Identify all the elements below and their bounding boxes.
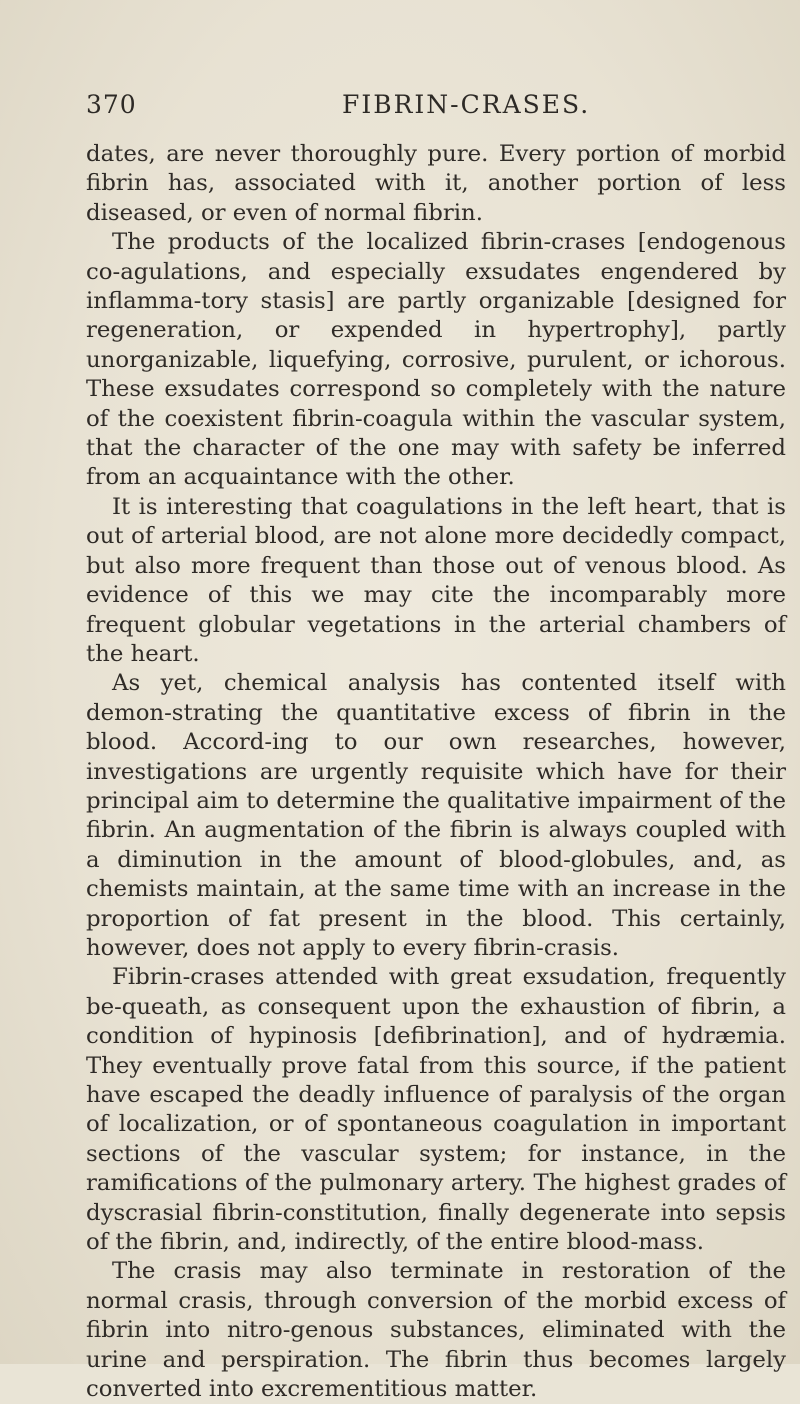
paragraph-6: The crasis may also terminate in restoration of the normal crasis, through conversion of the morbid excess of fibrin into nitro-genous substances, eliminated with the urine and perspiration. The fibrin thus becomes largely converted into excrementitious matter. bbox=[86, 1258, 786, 1403]
paragraph-2: The products of the localized fibrin-crases [endogenous co-agulations, and especially exsudates engendered by inflamma-tory stasis] are partly organizable [designed for regeneration, or expended in hypertrophy], partly unorganizable, liquefying, corrosive, purulent, or ichorous. These exsudates correspond so completely with the nature of the coexistent fibrin-coagula within the vascular system, that the character of the one may with safety be inferred from an acquaintance with the other. bbox=[86, 229, 786, 491]
paragraph-5: Fibrin-crases attended with great exsudation, frequently be-queath, as consequent upon the exhaustion of fibrin, a condition of hypinosis [defibrination], and of hydræmia. They eventually prove fatal from this source, if the patient have escaped the deadly influence of paralysis of the organ of localization, or of spontaneous coagulation in important sections of the vascular system; for instance, in the ramifications of the pulmonary artery. The highest grades of dyscrasial fibrin-constitution, finally degenerate into sepsis of the fibrin, and, indirectly, of the entire blood-mass. bbox=[86, 964, 786, 1256]
running-head: FIBRIN-CRASES. bbox=[342, 90, 591, 119]
body-text bbox=[86, 140, 786, 1404]
paragraph-1: dates, are never thoroughly pure. Every portion of morbid fibrin has, associated with it, another portion of less diseased, or even of normal fibrin. bbox=[86, 141, 786, 226]
page-header bbox=[86, 90, 786, 126]
paragraph-3: It is interesting that coagulations in the left heart, that is out of arterial blood, are not alone more decidedly compact, but also more frequent than those out of venous blood. As evidence of this we may cite the incomparably more frequent globular vegetations in the arterial chambers of the heart. bbox=[86, 493, 786, 667]
page-number: 370 bbox=[86, 90, 137, 119]
paragraph-4: As yet, chemical analysis has contented itself with demon-strating the quantitative excess of fibrin in the blood. Accord-ing to our own researches, however, investigations are urgently requisite which have for their principal aim to determine the qualitative impairment of the fibrin. An augmentation of the fibrin is always coupled with a diminution in the amount of blood-globules, and, as chemists maintain, at the same time with an increase in the proportion of fat present in the blood. This certainly, however, does not apply to every fibrin-crasis. bbox=[86, 670, 786, 961]
